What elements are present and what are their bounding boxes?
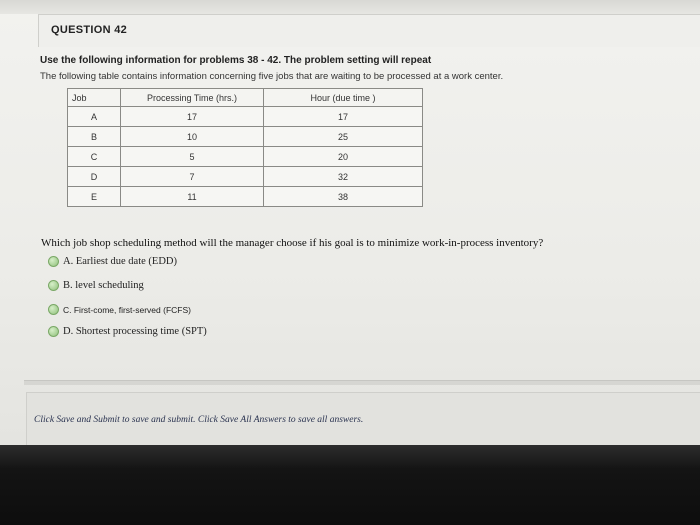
option-a[interactable] <box>48 256 177 267</box>
table-row <box>68 127 423 147</box>
option-c[interactable] <box>48 304 191 315</box>
cell-due-time: 25 <box>264 127 423 147</box>
table-header-row <box>68 89 423 107</box>
option-d[interactable] <box>48 326 207 337</box>
option-a-label[interactable]: A. Earliest due date (EDD) <box>63 256 177 267</box>
cell-job: C <box>68 147 121 167</box>
cell-processing-time: 7 <box>121 167 264 187</box>
question-header <box>38 14 700 47</box>
jobs-table <box>67 88 423 207</box>
table-row <box>68 107 423 127</box>
intro-text: The following table contains information concerning five jobs that are waiting to be processed at a work center. <box>40 71 504 82</box>
cell-due-time: 32 <box>264 167 423 187</box>
submit-instructions-box <box>26 392 700 445</box>
header-due-time: Hour (due time ) <box>264 89 423 107</box>
cell-processing-time: 17 <box>121 107 264 127</box>
radio-button-icon[interactable] <box>48 326 59 337</box>
intro-bold-text: Use the following information for problems 38 - 42. The problem setting will repeat <box>40 55 432 66</box>
radio-button-icon[interactable] <box>48 256 59 267</box>
cell-job: D <box>68 167 121 187</box>
cell-processing-time: 5 <box>121 147 264 167</box>
table-row <box>68 147 423 167</box>
option-c-label[interactable]: C. First-come, first-served (FCFS) <box>63 304 191 315</box>
radio-button-icon[interactable] <box>48 280 59 291</box>
top-edge <box>0 0 700 14</box>
question-prompt: Which job shop scheduling method will the manager choose if his goal is to minimize work-in-process inventory? <box>41 237 544 249</box>
cell-processing-time: 11 <box>121 187 264 207</box>
option-d-label[interactable]: D. Shortest processing time (SPT) <box>63 326 207 337</box>
option-b-label[interactable]: B. level scheduling <box>63 280 144 291</box>
question-title: QUESTION 42 <box>51 24 128 36</box>
table-row <box>68 167 423 187</box>
cell-job: A <box>68 107 121 127</box>
submit-instructions-text: Click Save and Submit to save and submit. Click Save All Answers to save all answers. <box>34 415 364 425</box>
option-b[interactable] <box>48 280 144 291</box>
cell-processing-time: 10 <box>121 127 264 147</box>
monitor-bezel <box>0 445 700 525</box>
header-job: Job <box>68 89 121 107</box>
cell-due-time: 38 <box>264 187 423 207</box>
section-divider <box>24 380 700 385</box>
table-row <box>68 187 423 207</box>
radio-button-icon[interactable] <box>48 304 59 315</box>
cell-job: B <box>68 127 121 147</box>
header-processing-time: Processing Time (hrs.) <box>121 89 264 107</box>
cell-job: E <box>68 187 121 207</box>
cell-due-time: 17 <box>264 107 423 127</box>
cell-due-time: 20 <box>264 147 423 167</box>
